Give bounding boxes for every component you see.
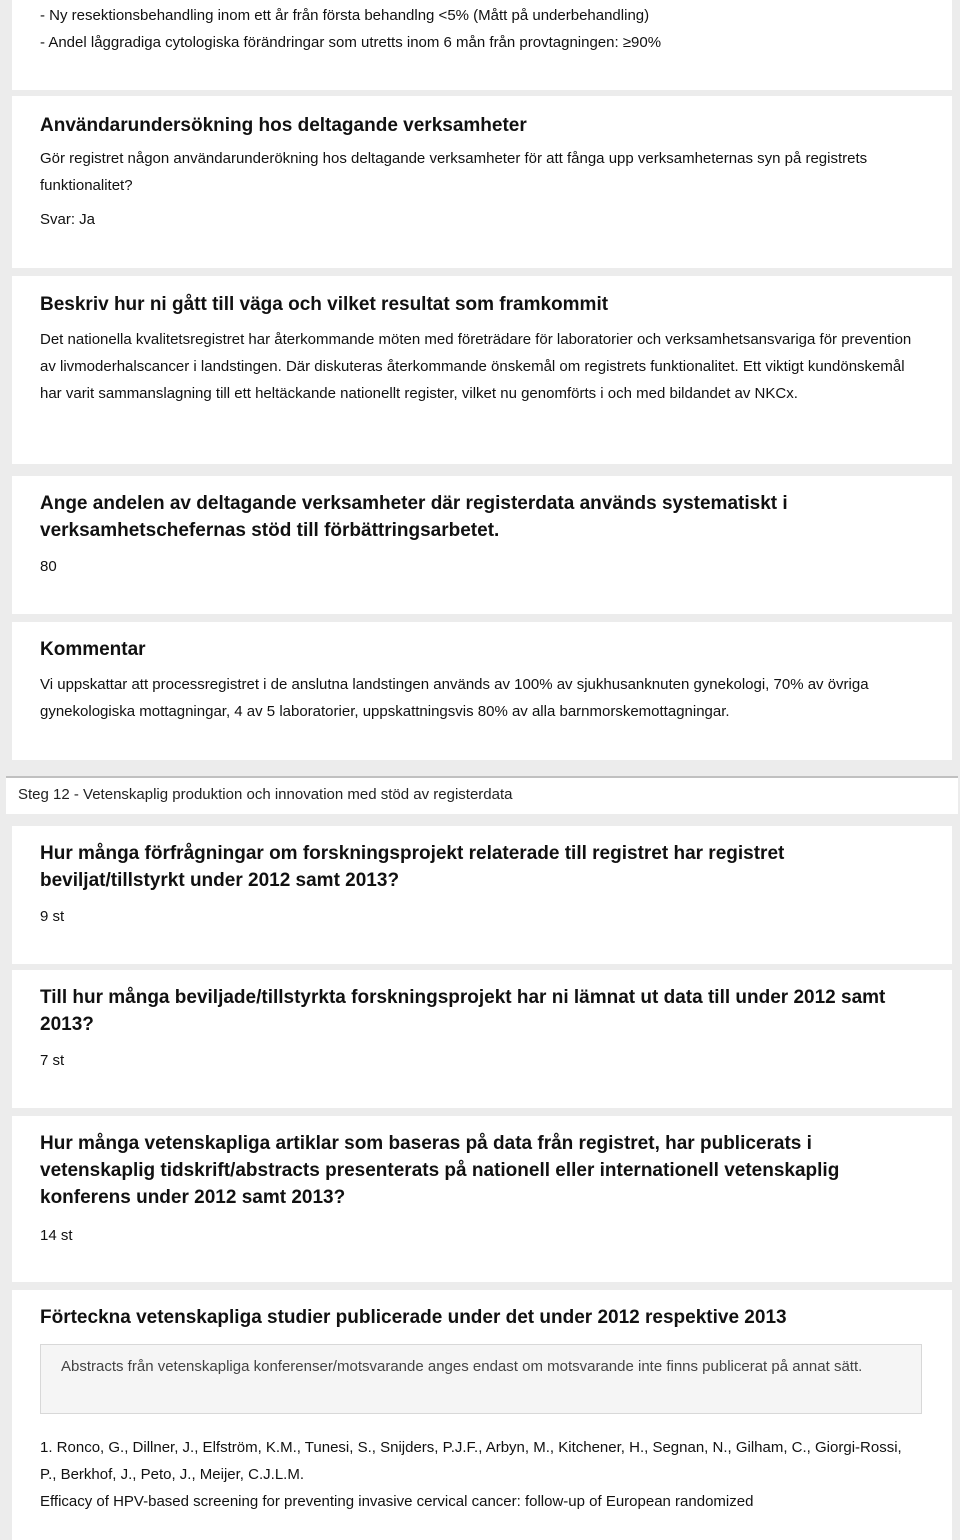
- comment-body: Vi uppskattar att processregistret i de anslutna landstingen används av 100% av sjukhusanknuten gynekologi, 70% av övriga gynekologiska mottagningar, 4 av 5 laboratorier, uppskattningsvis 80% av alla barnmorskemottagningar.: [40, 676, 869, 720]
- articles-answer: 14 st: [40, 1227, 73, 1244]
- survey-title: Användarundersökning hos deltagande verksamheter: [40, 115, 527, 136]
- reference-title: Efficacy of HPV-based screening for preventing invasive cervical cancer: follow-up of European randomized: [40, 1493, 754, 1510]
- section-header: [0, 772, 960, 816]
- studies-title: Förteckna vetenskapliga studier publicerade under det under 2012 respektive 2013: [40, 1307, 787, 1328]
- reference-authors: 1. Ronco, G., Dillner, J., Elfström, K.M., Tunesi, S., Snijders, P.J.F., Arbyn, M., Kitchener, H., Segnan, N., Gilham, C., Giorgi-Rossi, P., Berkhof, J., Peto, J., Meijer, C.J.L.M.: [40, 1439, 902, 1483]
- describe-card: [12, 276, 952, 464]
- articles-title: Hur många vetenskapliga artiklar som baseras på data från registret, har publicerats i vetenskaplig tidskrift/abstracts presenterats på nationell eller internationell vetenskaplig konferens under 2012 samt 2013?: [40, 1133, 840, 1208]
- comment-title: Kommentar: [40, 639, 146, 660]
- studies-note-box: [40, 1344, 922, 1414]
- delivered-answer: 7 st: [40, 1052, 65, 1069]
- studies-note: Abstracts från vetenskapliga konferenser/motsvarande anges endast om motsvarande inte finns publicerat på annat sätt.: [61, 1358, 863, 1375]
- share-card: [12, 476, 952, 614]
- share-answer: 80: [40, 558, 57, 575]
- criteria-line-2: - Andel låggradiga cytologiska förändringar som utretts inom 6 mån från provtagningen: ≥90%: [40, 34, 662, 51]
- delivered-title: Till hur många beviljade/tillstyrkta forskningsprojekt har ni lämnat ut data till under 2012 samt 2013?: [40, 987, 886, 1035]
- criteria-card: [12, 0, 952, 90]
- share-title: Ange andelen av deltagande verksamheter där registerdata används systematiskt i verksamhetschefernas stöd till förbättringsarbetet.: [40, 493, 788, 541]
- articles-card: [12, 1116, 952, 1282]
- delivered-card: [12, 970, 952, 1108]
- section-tab: [6, 776, 958, 814]
- survey-answer: Svar: Ja: [40, 211, 96, 228]
- criteria-line-1: - Ny resektionsbehandling inom ett år från första behandlng <5% (Mått på underbehandling): [40, 7, 650, 24]
- survey-question: Gör registret någon användarunderökning hos deltagande verksamheter för att fånga upp verksamheternas syn på registrets funktionalitet?: [40, 150, 868, 194]
- describe-body: Det nationella kvalitetsregistret har återkommande möten med företrädare för laboratorier och verksamhetsansvariga för prevention av livmoderhalscancer i landstingen. Där diskuteras återkommande önskemål om registrets funktionalitet. Ett viktigt kundönskemål har varit sammanslagning till ett heltäckande nationellt register, vilket nu genomförts i och med bildandet av NKCx.: [40, 331, 912, 402]
- comment-card: [12, 622, 952, 760]
- survey-card: [12, 96, 952, 268]
- section-label: Steg 12 - Vetenskaplig produktion och innovation med stöd av registerdata: [18, 786, 513, 803]
- requests-card: [12, 826, 952, 964]
- studies-card: [12, 1290, 952, 1540]
- requests-title: Hur många förfrågningar om forskningsprojekt relaterade till registret har registret beviljat/tillstyrkt under 2012 samt 2013?: [40, 843, 785, 891]
- describe-title: Beskriv hur ni gått till väga och vilket resultat som framkommit: [40, 294, 609, 315]
- requests-answer: 9 st: [40, 908, 65, 925]
